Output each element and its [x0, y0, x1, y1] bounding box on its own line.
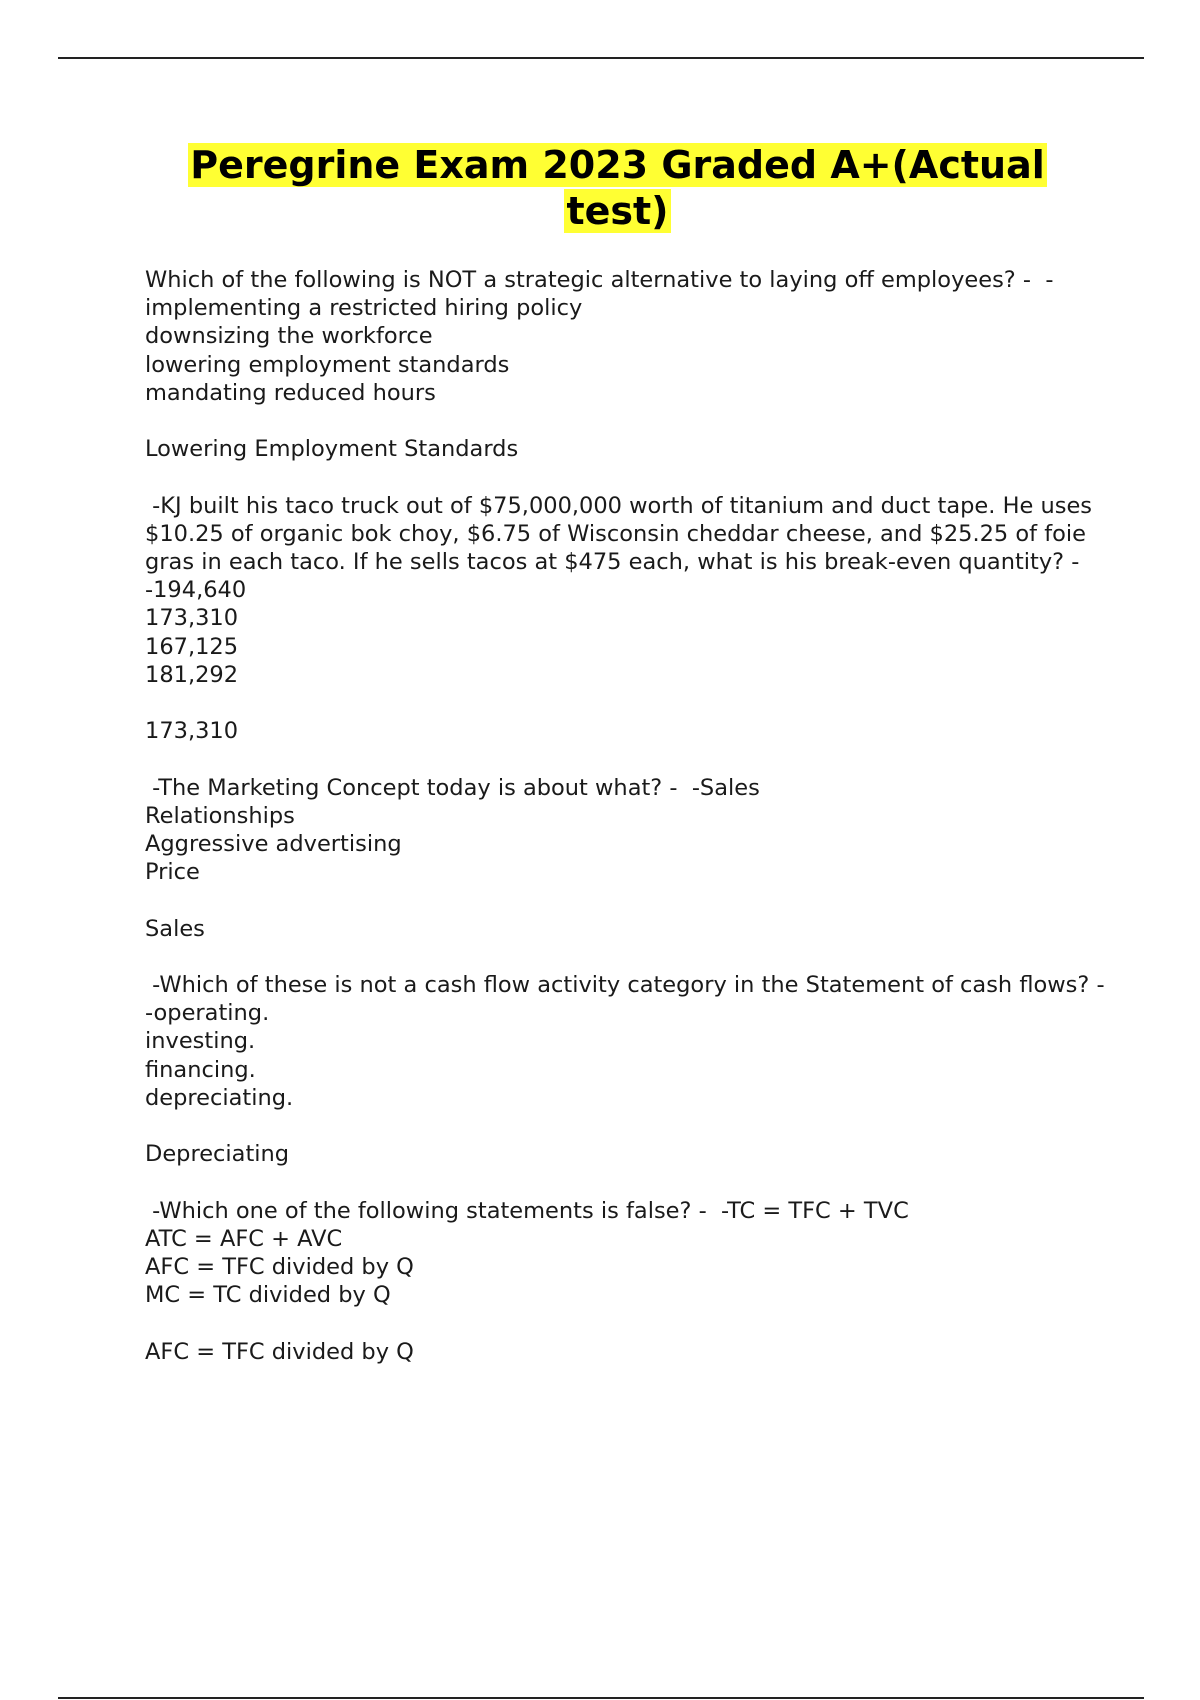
- option-text: financing.: [145, 1056, 256, 1083]
- answer-text: 173,310: [145, 718, 239, 745]
- page-title: [145, 142, 1090, 234]
- top-rule: [58, 57, 1144, 59]
- option-text: Aggressive advertising: [145, 831, 402, 857]
- question-text: -The Marketing Concept today is about what? - -Sales: [145, 774, 760, 801]
- option-text: MC = TC divided by Q: [145, 1282, 391, 1309]
- question-block: [145, 774, 1105, 943]
- option-text: 167,125: [145, 633, 239, 660]
- title-highlight: Peregrine Exam 2023 Graded A+(Actual test): [190, 143, 1045, 233]
- question-block: [145, 492, 1105, 746]
- answer-text: AFC = TFC divided by Q: [145, 1338, 414, 1365]
- question-block: [145, 1197, 1105, 1366]
- document-body: [145, 266, 1119, 1394]
- question-text: Which of the following is NOT a strategic alternative to laying off employees? - -implementing a restricted hiring policy: [145, 267, 1054, 322]
- option-text: AFC = TFC divided by Q: [145, 1253, 414, 1280]
- option-text: Relationships: [145, 802, 295, 829]
- answer-text: Sales: [145, 915, 205, 942]
- option-text: 173,310: [145, 605, 239, 632]
- option-text: ATC = AFC + AVC: [145, 1225, 343, 1252]
- bottom-rule: [58, 1697, 1144, 1699]
- answer-text: Lowering Employment Standards: [145, 436, 519, 463]
- question-block: [145, 266, 1105, 463]
- option-text: 181,292: [145, 661, 239, 688]
- option-text: mandating reduced hours: [145, 379, 436, 406]
- option-text: depreciating.: [145, 1084, 294, 1111]
- question-block: [145, 971, 1119, 1168]
- option-text: lowering employment standards: [145, 351, 510, 378]
- option-text: investing.: [145, 1028, 256, 1055]
- question-text: -Which of these is not a cash flow activity category in the Statement of cash flows? - -operating.: [145, 971, 1119, 1027]
- option-text: downsizing the workforce: [145, 323, 433, 350]
- answer-text: Depreciating: [145, 1141, 290, 1168]
- option-text: Price: [145, 859, 200, 886]
- question-text: -Which one of the following statements is false? - -TC = TFC + TVC: [145, 1197, 909, 1224]
- question-text: -KJ built his taco truck out of $75,000,000 worth of titanium and duct tape. He uses $10.25 of organic bok choy, $6.75 of Wisconsin cheddar cheese, and $25.25 of foie gras in each taco. If he sells tacos at $475 each, what is his break-even quantity? - -194,640: [145, 492, 1100, 604]
